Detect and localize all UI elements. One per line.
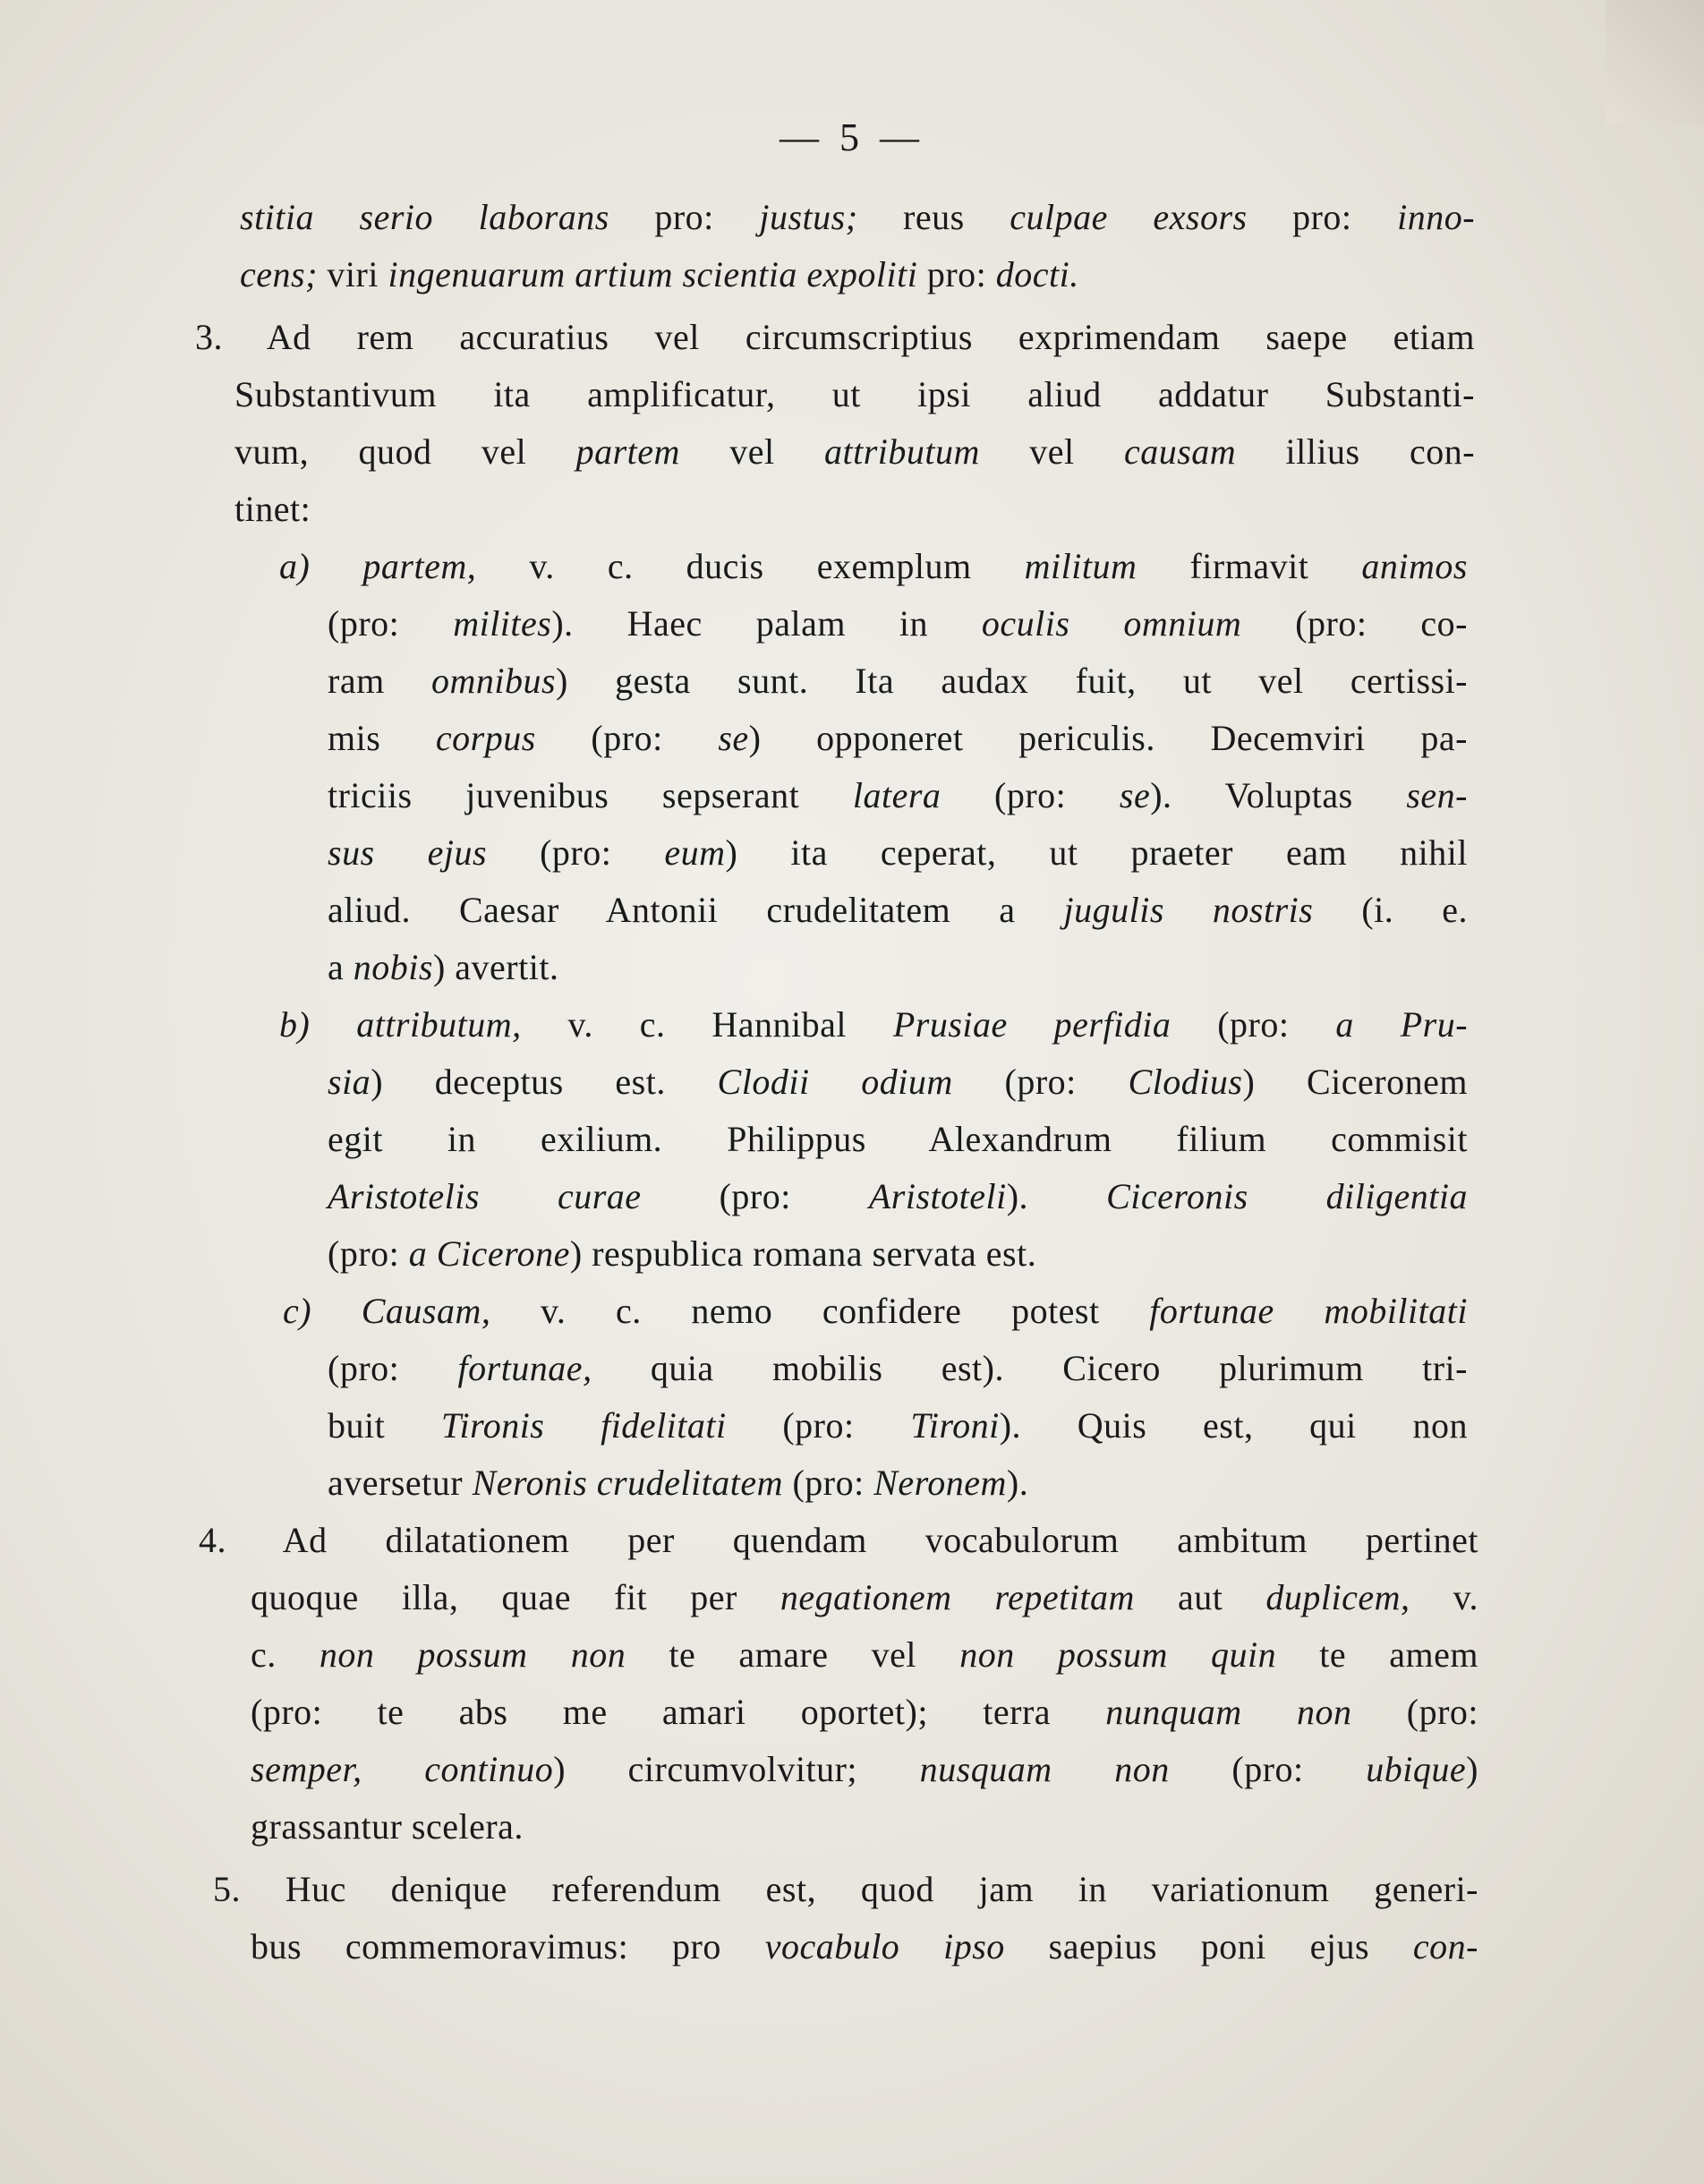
italic-text: sen- [1406,775,1468,815]
text-segment: pro: [609,197,760,237]
italic-text: c) [283,1291,312,1331]
text-line [279,1002,1468,1047]
text-line [328,831,1468,875]
text-segment: c. [251,1634,320,1675]
italic-text: Clodii odium [717,1062,953,1102]
text-segment: (pro: co- [1241,603,1468,644]
text-segment: reus [857,197,1010,237]
text-segment: (pro: [726,1405,911,1446]
italic-text: attributum, [356,1004,522,1045]
italic-text: a) [279,546,311,586]
text-segment: (pro: [535,718,719,758]
text-segment: ) Ciceronem [1242,1062,1468,1102]
text-line [251,1804,524,1849]
text-line [328,1174,1468,1219]
text-line [251,1747,1478,1792]
text-segment: Substantivum ita amplificatur, ut ipsi aliud addatur Substanti- [234,374,1475,414]
text-segment: ) gesta sunt. Ita audax fuit, ut vel certissi- [556,661,1469,701]
italic-text: partem, [362,546,477,586]
italic-text: semper, continuo [251,1749,554,1789]
text-segment: aliud. Caesar Antonii crudelitatem a [328,890,1064,930]
text-segment: illius con- [1236,431,1476,472]
text-line [251,1690,1478,1735]
text-segment: ram [328,661,431,701]
torn-corner [1606,0,1704,125]
text-segment: (pro: [952,1062,1129,1102]
text-line [234,430,1475,474]
italic-text: animos [1361,546,1468,586]
text-segment: (pro: [328,603,454,644]
text-segment: firmavit [1137,546,1362,586]
text-line [328,716,1468,761]
text-line [328,601,1468,646]
text-segment: vel [679,431,824,472]
text-line [328,1461,1028,1506]
text-line [328,773,1468,818]
text-segment: (pro: [328,1233,409,1274]
text-segment: ) respublica romana servata est. [569,1233,1037,1274]
text-segment: te amem [1276,1634,1478,1675]
text-line [283,1289,1468,1334]
text-line [234,487,311,532]
text-line [195,315,1475,360]
text-segment: (pro: [1169,1749,1367,1789]
italic-text: nusquam non [919,1749,1170,1789]
text-line [328,1232,1036,1276]
italic-text: Clodius [1128,1062,1243,1102]
italic-text: eum [664,832,726,873]
text-segment [311,1291,362,1331]
text-segment: 3. Ad rem accuratius vel circumscriptius exprimendam saepe etiam [195,317,1475,357]
text-segment [310,546,362,586]
text-line [251,1575,1478,1620]
italic-text: sus ejus [328,832,488,873]
italic-text: latera [852,775,941,815]
text-segment: vum, quod vel [234,431,576,472]
page-number: — 5 — [780,115,924,159]
italic-text: milites [453,603,552,644]
text-segment: (i. e. [1313,890,1469,930]
italic-text: non possum quin [959,1634,1277,1675]
italic-text: Aristoteli [868,1176,1007,1216]
text-segment: pro: [917,254,996,294]
text-segment: (pro: [1351,1692,1478,1732]
text-segment: saepius poni ejus [1004,1926,1413,1966]
text-segment: (pro: [941,775,1120,815]
text-line [328,1403,1468,1448]
text-line [328,659,1468,704]
italic-text: oculis omnium [981,603,1242,644]
italic-text: Ciceronis diligentia [1106,1176,1468,1216]
italic-text: Prusiae perfidia [892,1004,1172,1045]
italic-text: non possum non [319,1634,626,1675]
italic-text: Aristotelis curae [328,1176,642,1216]
italic-text: Causam, [361,1291,491,1331]
italic-text: fortunae mobilitati [1149,1291,1468,1331]
text-segment: ). [1006,1176,1107,1216]
italic-text: nunquam non [1105,1692,1352,1732]
text-segment: v. [1410,1577,1479,1617]
italic-text: con- [1412,1926,1478,1966]
text-line [240,252,1079,297]
text-segment [310,1004,356,1045]
text-line [328,1346,1468,1391]
italic-text: se [718,718,749,758]
text-segment: egit in exilium. Philippus Alexandrum filium commisit [328,1119,1468,1159]
text-line [328,1117,1468,1162]
text-segment: ) avertit. [432,947,559,987]
text-segment: quia mobilis est). Cicero plurimum tri- [592,1348,1468,1388]
text-segment: (pro: [1171,1004,1336,1045]
italic-text: stitia serio laborans [240,197,609,237]
italic-text: corpus [435,718,536,758]
text-segment: ) circumvolvitur; [553,1749,920,1789]
italic-text: causam [1123,431,1237,472]
text-segment: (pro: [641,1176,869,1216]
text-segment: ) [1466,1749,1478,1789]
text-segment: triciis juvenibus sepserant [328,775,853,815]
text-line [240,195,1475,240]
italic-text: ingenuarum artium scientia expoliti [388,254,918,294]
text-segment: vel [979,431,1124,472]
italic-text: Tironis fidelitati [440,1405,727,1446]
text-segment: mis [328,718,436,758]
text-segment: pro: [1247,197,1398,237]
italic-text: fortunae, [457,1348,592,1388]
text-segment: ). [1006,1463,1029,1503]
text-segment: viri [317,254,388,294]
text-segment: a [328,947,354,987]
italic-text: partem [575,431,680,472]
italic-text: omnibus [430,661,557,701]
text-segment: ) deceptus est. [371,1062,718,1102]
italic-text: b) [279,1004,311,1045]
text-segment: (pro: te abs me amari oportet); terra [251,1692,1106,1732]
text-segment: v. c. Hannibal [521,1004,893,1045]
italic-text: Neronem [873,1463,1007,1503]
text-line [213,1867,1478,1912]
italic-text: a Pru- [1335,1004,1469,1045]
text-line [199,1518,1478,1563]
text-line [234,372,1475,417]
italic-text: attributum [823,431,980,472]
text-line [251,1924,1478,1969]
italic-text: a Cicerone [408,1233,570,1274]
italic-text: militum [1024,546,1137,586]
text-line [328,888,1468,933]
italic-text: vocabulo ipso [764,1926,1005,1966]
text-segment: buit [328,1405,441,1446]
text-segment: ). Quis est, qui non [999,1405,1468,1446]
italic-text: Tironi [910,1405,1000,1446]
text-segment: quoque illa, quae fit per [251,1577,780,1617]
italic-text: duplicem, [1265,1577,1410,1617]
text-segment: (pro: [487,832,665,873]
text-segment: 5. Huc denique referendum est, quod jam in variationum generi- [213,1869,1478,1909]
text-segment: (pro: [328,1348,458,1388]
text-segment: ). Haec palam in [551,603,982,644]
text-line [251,1633,1478,1677]
italic-text: sia [328,1062,371,1102]
text-segment: (pro: [782,1463,874,1503]
text-segment: v. c. nemo confidere potest [490,1291,1150,1331]
text-segment: 4. Ad dilatationem per quendam vocabulorum ambitum pertinet [199,1520,1478,1560]
text-segment: te amare vel [626,1634,960,1675]
italic-text: docti. [995,254,1079,294]
italic-text: se [1119,775,1151,815]
text-line [328,945,558,990]
text-segment: v. c. ducis exemplum [476,546,1025,586]
italic-text: nobis [353,947,433,987]
italic-text: inno- [1397,197,1476,237]
text-segment: ) ita ceperat, ut praeter eam nihil [725,832,1468,873]
text-segment: ) opponeret periculis. Decemviri pa- [748,718,1468,758]
italic-text: negationem repetitam [780,1577,1135,1617]
italic-text: jugulis nostris [1063,890,1314,930]
text-line [279,544,1468,589]
text-segment: bus commemoravimus: pro [251,1926,765,1966]
italic-text: ubique [1366,1749,1467,1789]
italic-text: cens; [240,254,318,294]
text-segment: ). Voluptas [1150,775,1407,815]
text-segment: aut [1134,1577,1266,1617]
italic-text: Neronis crudelitatem [472,1463,783,1503]
text-segment: grassantur scelera. [251,1806,524,1847]
italic-text: culpae exsors [1010,197,1248,237]
italic-text: justus; [759,197,858,237]
text-segment: aversetur [328,1463,473,1503]
text-line [328,1060,1468,1105]
text-segment: tinet: [234,489,311,529]
